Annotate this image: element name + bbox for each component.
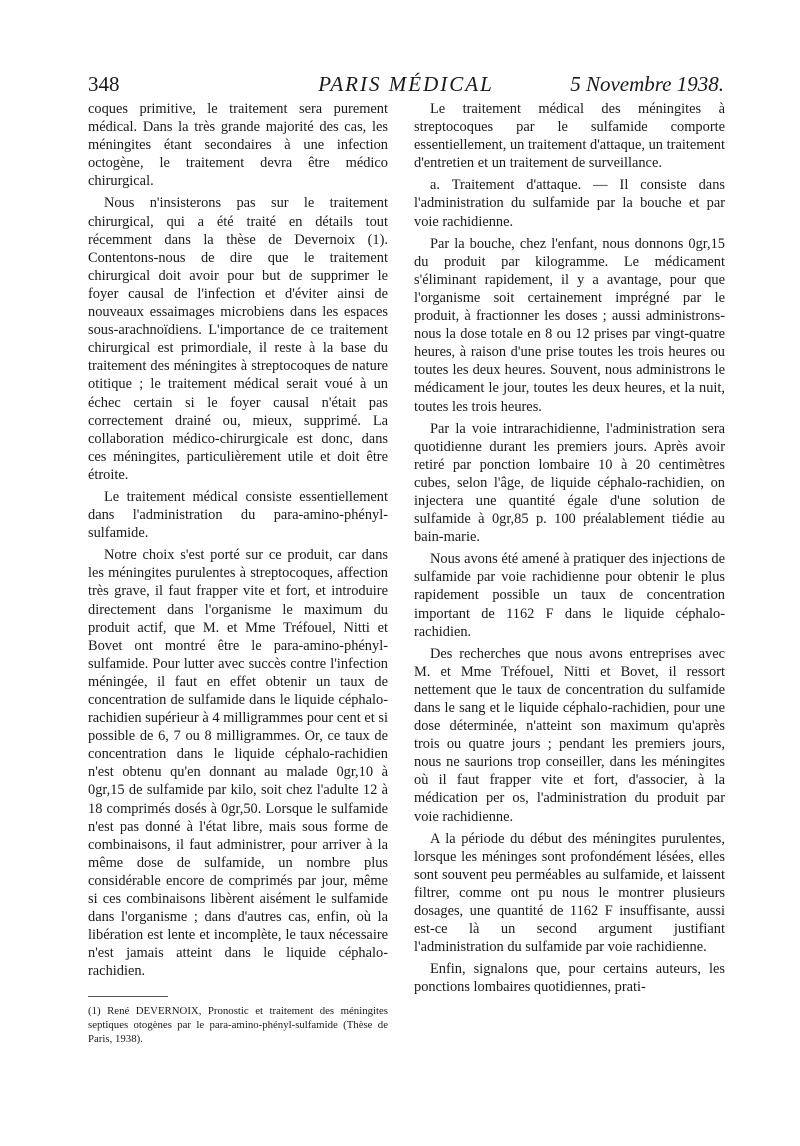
paragraph: Nous n'insisterons pas sur le traitement chirurgical, qui a été traité en détails tout récemment dans la thèse de Devernoix (1). Contentons-nous de dire que le traitement chirurgical doit avoir pour but de supprimer le foyer causal de l'infection et d'éviter ainsi de nouveaux essaimages microbiens dans les espaces sous-arachnoïdiens. L'importance de ce traitement chirurgical est primordiale, il reste à la base du traitement des méningites à streptocoques de nature otitique ; le traitement médical serait voué à un échec certain si le foyer causal n'était pas correctement drainé ou, mieux, supprimé. La collaboration médico-chirurgicale est donc, dans ces méningites, particulièrement utile et doit être étroite. [88, 195, 388, 483]
footnote-divider [88, 996, 168, 997]
running-header [88, 72, 724, 100]
issue-date: 5 Novembre 1938. [570, 72, 724, 96]
paragraph: Notre choix s'est porté sur ce produit, car dans les méningites purulentes à streptocoques, affection très grave, il faut frapper vite et fort, et introduire directement dans l'organisme le maximum du produit actif, que M. et Mme Tréfouel, Nitti et Bovet ont montré être le para-amino-phényl-sulfamide. Pour lutter avec succès contre l'infection méningée, il faut en effet obtenir un taux de concentration de sulfamide dans le liquide céphalo-rachidien supérieur à 4 milligrammes pour cent et si possible de 6, 7 ou 8 milligrammes. Or, ce taux de concentration dans le liquide céphalo-rachidien n'est obtenu qu'en donnant au malade 0gr,10 à 0gr,15 de sulfamide par kilo, soit chez l'adulte 12 à 18 comprimés dosés à 0gr,50. Lorsque le sulfamide n'est pas donné à l'état libre, mais sous forme de combinaisons, il faut administrer, pour arriver à la même dose de sulfamide, un nombre plus considérable encore de comprimés par jour, même si ces combinaisons libèrent aisément le sulfamide dans l'organisme ; dans d'autres cas, enfin, où la libération est lente et incomplète, le taux nécessaire n'est jamais atteint dans le liquide céphalo-rachidien. [88, 547, 388, 980]
page-number: 348 [88, 72, 120, 96]
paragraph: Des recherches que nous avons entreprises avec M. et Mme Tréfouel, Nitti et Bovet, il ressort nettement que le taux de concentration du sulfamide dans le sang et le liquide céphalo-rachidien, pour une dose déterminée, n'atteint son maximum qu'après trois ou quatre jours ; pendant les premiers jours, nous ne saurions trop conseiller, dans les méningites où il faut frapper vite et fort, d'associer, à la médication per os, l'administration du produit par voie rachidienne. [414, 645, 725, 825]
left-column [88, 100, 388, 981]
right-column [414, 100, 725, 997]
paragraph: a. Traitement d'attaque. — Il consiste dans l'administration du sulfamide par la bouche et par voie rachidienne. [414, 177, 725, 230]
paragraph: Le traitement médical des méningites à streptocoques par le sulfamide comporte essentiellement, un traitement d'attaque, un traitement d'entretien et un traitement de surveillance. [414, 101, 725, 172]
paragraph: Nous avons été amené à pratiquer des injections de sulfamide par voie rachidienne pour obtenir le plus rapidement possible un taux de concentration important de 1162 F dans le liquide céphalo-rachidien. [414, 551, 725, 640]
paragraph: Enfin, signalons que, pour certains auteurs, les ponctions lombaires quotidiennes, prati- [414, 961, 725, 996]
journal-title: PARIS MÉDICAL [318, 72, 494, 96]
paragraph: coques primitive, le traitement sera purement médical. Dans la très grande majorité des cas, les méningites étant secondaires à une infection octogène, le traitement devra être médico chirurgical. [88, 101, 388, 190]
paragraph: Par la voie intrarachidienne, l'administration sera quotidienne durant les premiers jours. Après avoir retiré par ponction lombaire 10 à 20 centimètres cubes, selon l'âge, de liquide céphalo-rachidien, on injectera une quantité égale d'une solution de sulfamide à 0gr,85 p. 100 préalablement tiédie au bain-marie. [414, 420, 725, 546]
paragraph: A la période du début des méningites purulentes, lorsque les méninges sont profondément lésées, elles sont souvent peu perméables au sulfamide, et laissent filtrer, comme ont pu nous le montrer plusieurs dosages, une quantité de 1162 F insuffisante, aussi est-ce là un second argument justifiant l'administration du sulfamide par voie rachidienne. [414, 830, 725, 956]
paragraph: Le traitement médical consiste essentiellement dans l'administration du para-amino-phényl-sulfamide. [88, 488, 388, 542]
paragraph: Par la bouche, chez l'enfant, nous donnons 0gr,15 du produit par kilogramme. Le médicament s'éliminant rapidement, il y a avantage, pour que l'organisme soit certainement imprégné par le produit, à fractionner les doses ; aussi administrons-nous la dose totale en 8 ou 12 prises par vingt-quatre heures, à raison d'une prise toutes les trois heures ou toutes les deux heures. Souvent, nous administrons le médicament le jour, toutes les deux heures, et la nuit, toutes les trois heures. [414, 235, 725, 415]
footnote: (1) René DEVERNOIX, Pronostic et traitement des méningites septiques otogènes par le para-amino-phényl-sulfamide (Thèse de Paris, 1938). [88, 1005, 388, 1045]
